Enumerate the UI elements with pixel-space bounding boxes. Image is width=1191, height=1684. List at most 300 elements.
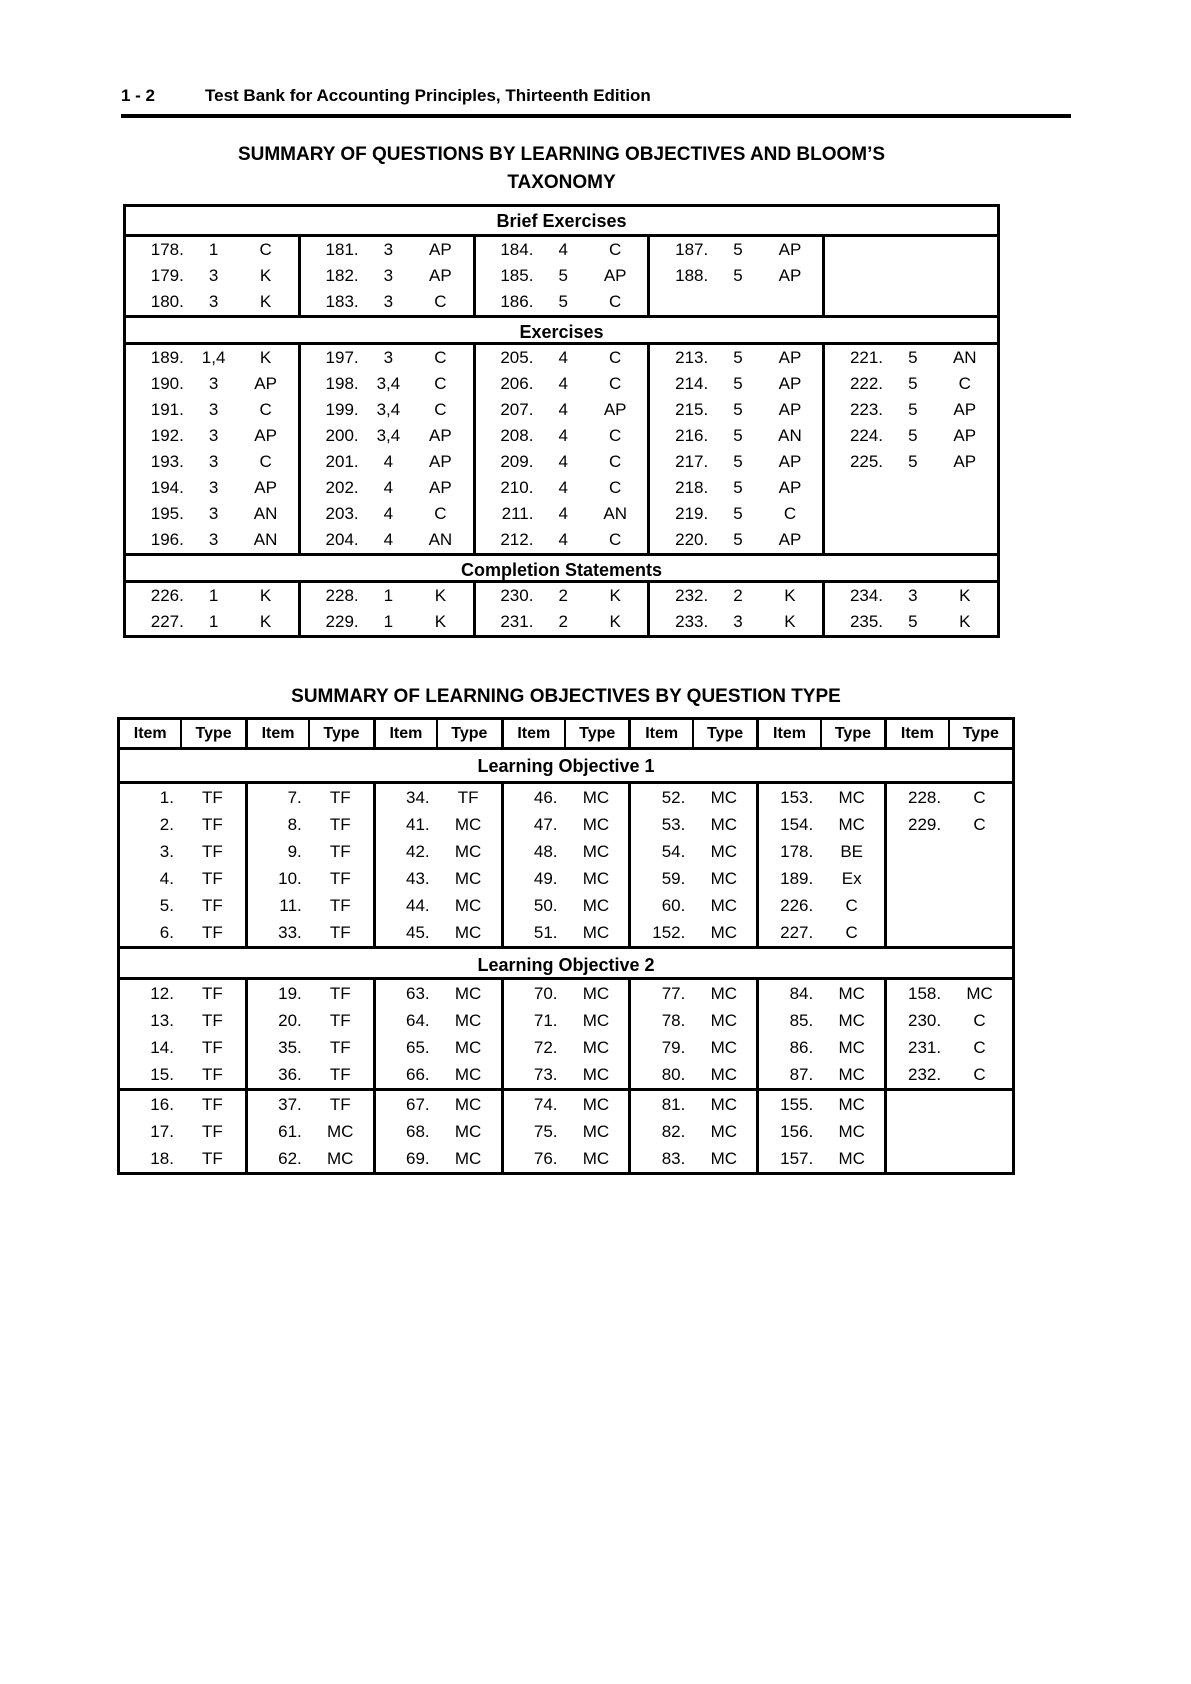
question-number: 220. [675,530,709,549]
learning-objective-number: 3 [383,292,394,311]
row-group [628,838,756,865]
row-group [756,1061,884,1088]
row-group [884,1007,1012,1034]
question-type: MC [582,842,610,861]
question-type: Ex [841,869,862,888]
question-number: 209. [500,452,534,471]
learning-objective-number: 5 [733,400,743,419]
row-group [126,397,298,423]
question-number: 216. [675,426,709,445]
row-group [822,263,997,289]
table-row [126,501,997,527]
table-row [120,919,1012,946]
learning-objective-number: 3 [208,400,219,419]
bloom-level: AP [778,348,802,367]
bloom-level: AP [429,266,452,285]
question-type [947,919,1012,946]
item-number: 65. [406,1038,430,1057]
learning-objective-number: 4 [558,400,568,419]
learning-objective-number: 5 [908,452,918,471]
row-group [373,1145,501,1172]
row-group [884,1034,1012,1061]
question-number: 197. [325,348,359,367]
table-row [126,449,997,475]
row-group [501,784,629,811]
question-type: MC [582,1095,610,1114]
question-type: C [973,1011,986,1030]
item-number [887,865,947,892]
row-group [373,1118,501,1145]
table-row [120,1061,1012,1088]
learning-objective-number: 4 [383,504,394,523]
table-row [120,838,1012,865]
row-group [373,919,501,946]
item-column-header: Item [248,720,310,747]
type-column-header: Type [323,725,360,742]
item-number: 86. [789,1038,814,1057]
row-group [884,919,1012,946]
item-number: 47. [533,815,558,834]
question-type: MC [838,1149,865,1168]
item-number: 85. [789,1011,814,1030]
row-group [473,345,648,371]
row-group [647,501,822,527]
row-group [126,263,298,289]
item-number: 6. [159,923,174,942]
question-type: MC [838,1065,865,1084]
bloom-level: AP [778,478,802,497]
question-type: MC [582,1011,610,1030]
row-group [126,449,298,475]
learning-objective-number: 3 [383,240,394,259]
question-number: 230. [500,586,534,605]
learning-objective-number: 3 [908,586,918,605]
row-group [373,811,501,838]
learning-objective-number [887,527,939,553]
question-number: 204. [325,530,359,549]
bloom-level: K [959,586,971,605]
item-number: 189. [780,869,814,888]
row-group [120,784,245,811]
row-group [473,423,648,449]
bloom-level: AP [429,452,452,471]
item-number: 18. [150,1149,174,1168]
item-number [887,1145,947,1172]
row-group [628,1007,756,1034]
row-group [120,1061,245,1088]
learning-objective-number: 5 [558,292,568,311]
learning-objective-number: 1 [383,612,394,631]
question-number: 182. [325,266,359,285]
table-row [120,892,1012,919]
item-number: 13. [150,1011,174,1030]
question-number: 223. [849,400,884,419]
bloom-level [939,237,997,263]
question-number: 222. [849,374,884,393]
item-number: 87. [789,1065,814,1084]
header-group [245,720,373,747]
item-column-header: Item [759,720,821,747]
row-group [298,527,473,553]
question-type: TF [329,1065,351,1084]
question-type: TF [201,896,223,915]
bloom-level: AP [429,478,452,497]
item-number: 43. [406,869,430,888]
question-type: MC [710,842,738,861]
table-row [126,527,997,553]
row-group [298,263,473,289]
item-number: 69. [406,1149,430,1168]
question-number: 179. [150,266,184,285]
question-type: TF [201,869,223,888]
learning-objective-number: 1 [383,586,394,605]
section-header: Learning Objective 1 [120,750,1012,784]
row-group [884,1145,1012,1172]
item-number: 81. [661,1095,686,1114]
learning-objective-number: 3 [733,612,743,631]
question-type: MC [454,815,482,834]
table-row [120,1118,1012,1145]
row-group [126,475,298,501]
row-group [298,609,473,635]
question-type: MC [454,984,482,1003]
row-group [120,811,245,838]
item-number [887,892,947,919]
bloom-level: AP [603,266,627,285]
item-number: 230. [907,1011,942,1030]
learning-objective-number: 3 [208,452,219,471]
question-type: TF [201,1065,223,1084]
row-group [298,345,473,371]
row-group [822,527,997,553]
bloom-level: K [434,612,447,631]
row-group [628,784,756,811]
question-number [650,289,712,315]
row-group [473,237,648,263]
row-group [628,1034,756,1061]
learning-objective-number: 2 [558,586,568,605]
bloom-level: C [609,426,622,445]
row-block [120,1088,1012,1172]
item-number: 60. [661,896,686,915]
item-number: 41. [406,815,430,834]
question-number: 194. [150,478,184,497]
row-group [245,838,373,865]
table1-title-line2: TAXONOMY [507,172,616,193]
item-number: 157. [780,1149,814,1168]
question-type: TF [201,923,223,942]
learning-objective-number: 5 [733,348,743,367]
question-type: C [973,1038,986,1057]
table-row [126,609,997,635]
question-number: 233. [675,612,709,631]
question-type: MC [454,869,482,888]
row-group [298,475,473,501]
bloom-level: AP [778,240,802,259]
learning-objective-number: 3 [208,504,219,523]
bloom-level: AP [778,374,802,393]
row-group [473,371,648,397]
question-type: TF [329,1095,351,1114]
row-group [756,919,884,946]
question-type [947,892,1012,919]
row-group [298,289,473,315]
question-number: 212. [500,530,534,549]
question-type: C [973,788,986,807]
question-type: MC [710,1149,738,1168]
table-row [126,583,997,609]
question-number: 201. [325,452,359,471]
item-number: 70. [533,984,558,1003]
bloom-level: C [609,530,622,549]
bloom-level: K [959,612,971,631]
item-number: 231. [907,1038,942,1057]
learning-objective-number: 5 [733,504,743,523]
row-group [756,811,884,838]
bloom-level: K [784,586,796,605]
question-number [825,289,887,315]
row-group [822,609,997,635]
type-column-header: Type [451,725,488,742]
row-group [822,371,997,397]
learning-objective-number: 4 [558,504,568,523]
item-number: 228. [907,788,942,807]
question-number: 224. [849,426,884,445]
item-number: 19. [278,984,302,1003]
learning-objective-number: 1 [208,240,219,259]
item-number: 229. [907,815,942,834]
question-number: 205. [500,348,534,367]
row-group [756,1118,884,1145]
table1-title [123,141,1000,197]
row-group [120,1034,245,1061]
row-group [245,1034,373,1061]
table-row [120,865,1012,892]
row-group [126,583,298,609]
row-group [501,811,629,838]
question-type: MC [838,788,865,807]
item-number: 153. [780,788,814,807]
question-type: MC [582,923,610,942]
learning-objective-number: 1 [208,612,219,631]
row-group [473,397,648,423]
bloom-level: K [259,612,272,631]
bloom-level [939,501,997,527]
bloom-level: C [434,400,447,419]
question-number: 192. [150,426,184,445]
table-row [126,423,997,449]
learning-objective-number: 4 [558,452,568,471]
question-type: MC [710,923,738,942]
bloom-level: C [609,478,622,497]
table-row [120,784,1012,811]
question-type: MC [454,1095,482,1114]
learning-objective-number: 2 [558,612,568,631]
table2-title: SUMMARY OF LEARNING OBJECTIVES BY QUESTION TYPE [291,686,841,707]
question-type: MC [710,815,738,834]
question-number: 181. [325,240,359,259]
question-type: TF [201,1095,223,1114]
row-group [756,865,884,892]
item-number: 79. [661,1038,686,1057]
question-type: MC [710,1122,738,1141]
table-row [120,1091,1012,1118]
item-number: 46. [533,788,558,807]
learning-objective-number: 5 [733,530,743,549]
row-group [628,865,756,892]
question-number: 193. [150,452,184,471]
question-number: 232. [675,586,709,605]
row-group [120,1007,245,1034]
learning-objective-number: 4 [558,478,568,497]
learning-objective-number [887,289,939,315]
bloom-level: C [958,374,971,393]
question-type: TF [329,984,351,1003]
row-group [647,449,822,475]
question-type: MC [454,1011,482,1030]
row-group [126,371,298,397]
learning-objective-number: 5 [908,374,918,393]
row-group [647,397,822,423]
bloom-level: C [783,504,797,523]
bloom-level: AP [778,530,802,549]
bloom-level: C [609,348,622,367]
bloom-level: AP [429,426,452,445]
question-number: 234. [849,586,884,605]
question-number: 196. [150,530,184,549]
bloom-level [939,527,997,553]
question-type: TF [329,896,351,915]
learning-objective-number [712,289,764,315]
question-type: TF [329,788,351,807]
item-number: 156. [780,1122,814,1141]
question-number: 225. [849,452,884,471]
question-number [825,263,887,289]
learning-objective-number: 3 [208,426,219,445]
bloom-level: K [434,586,447,605]
learning-objective-number: 1 [208,586,219,605]
learning-objective-number: 5 [908,400,918,419]
question-type: MC [710,869,738,888]
row-group [501,1091,629,1118]
question-number: 199. [325,400,359,419]
bloom-level: AP [429,240,452,259]
learning-objective-number: 3 [208,266,219,285]
question-number: 213. [675,348,709,367]
question-type: TF [201,1011,223,1030]
row-group [120,1091,245,1118]
learning-objective-number [887,263,939,289]
row-group [756,838,884,865]
row-group [298,371,473,397]
item-number: 15. [150,1065,174,1084]
item-number: 73. [533,1065,558,1084]
bloom-level: K [259,292,272,311]
learning-objective-number: 2 [733,586,743,605]
item-number: 34. [406,788,430,807]
question-type: MC [966,984,993,1003]
learning-objective-number: 5 [733,452,743,471]
item-number [887,838,947,865]
item-number: 84. [789,984,814,1003]
question-number: 187. [675,240,709,259]
item-number: 158. [907,984,942,1003]
item-number: 80. [661,1065,686,1084]
item-number: 4. [159,869,174,888]
item-number: 154. [780,815,814,834]
row-group [628,919,756,946]
header-group [628,720,756,747]
question-type: MC [582,1149,610,1168]
row-group [126,527,298,553]
learning-objective-number: 4 [558,426,568,445]
row-group [647,345,822,371]
row-group [245,1007,373,1034]
row-group [298,423,473,449]
row-group [822,397,997,423]
item-number: 45. [406,923,430,942]
header-group [120,720,245,747]
type-column-header: Type [195,725,232,742]
row-group [120,980,245,1007]
question-type: TF [201,815,223,834]
learning-objective-number: 5 [733,374,743,393]
row-group [822,501,997,527]
learning-objective-number [887,475,939,501]
learning-objective-number: 5 [908,348,918,367]
bloom-level: AP [953,400,977,419]
bloom-level: AP [778,400,802,419]
row-group [120,892,245,919]
row-group [245,892,373,919]
question-number: 202. [325,478,359,497]
question-type: TF [329,869,351,888]
item-number: 49. [533,869,558,888]
row-group [245,1061,373,1088]
column-header-row [120,720,1012,750]
row-group [822,345,997,371]
question-number: 195. [150,504,184,523]
row-group [647,263,822,289]
row-group [373,1061,501,1088]
item-number: 71. [533,1011,558,1030]
item-column-header: Item [504,720,566,747]
row-group [628,1061,756,1088]
row-group [245,980,373,1007]
item-number: 54. [661,842,686,861]
row-group [245,784,373,811]
bloom-level: AP [778,266,802,285]
question-number [825,527,887,553]
row-group [373,1007,501,1034]
question-type: MC [454,923,482,942]
learning-objective-number: 3 [383,266,394,285]
bloom-level [939,289,997,315]
type-column-header: Type [834,725,871,742]
question-type: MC [582,1038,610,1057]
row-group [126,289,298,315]
row-group [120,1145,245,1172]
type-column-header: Type [706,725,744,742]
item-number: 178. [780,842,814,861]
question-type: MC [710,1065,738,1084]
item-number: 44. [406,896,430,915]
table-row [126,475,997,501]
question-type: C [845,896,858,915]
row-group [473,527,648,553]
item-number: 74. [533,1095,558,1114]
row-group [756,1091,884,1118]
